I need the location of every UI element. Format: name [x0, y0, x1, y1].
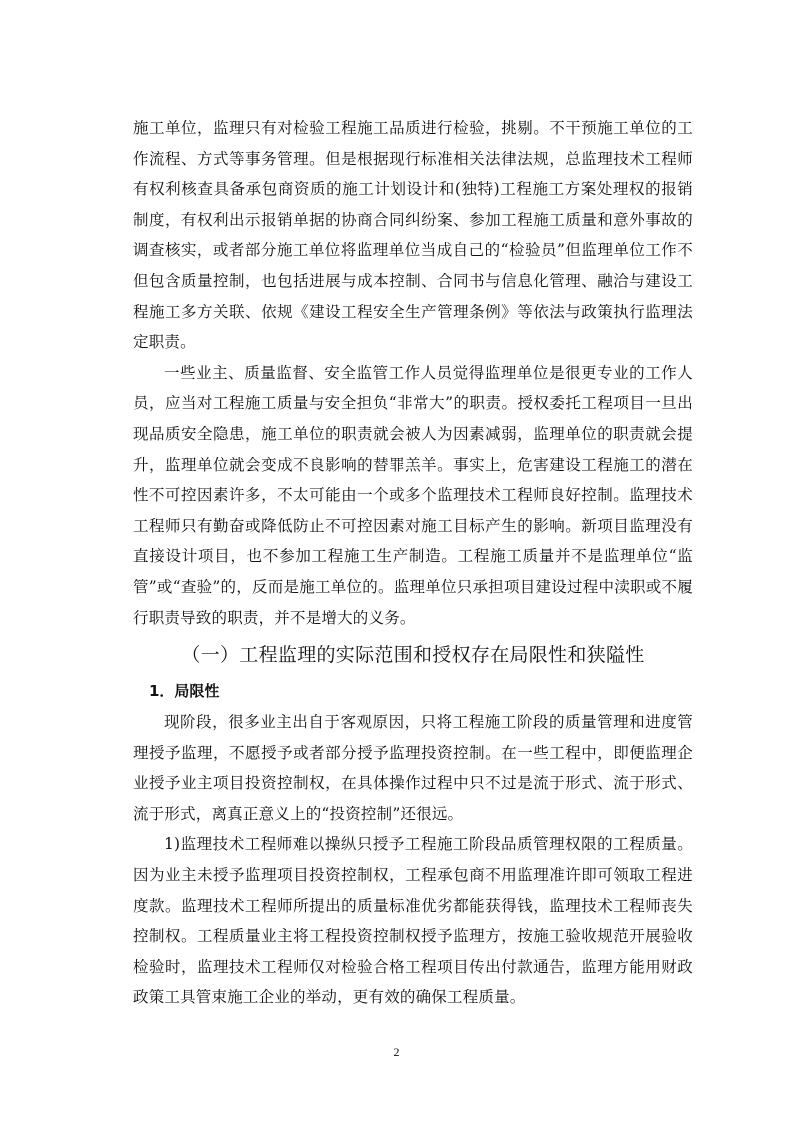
- page-body: [133, 113, 693, 1013]
- section-heading: （一）工程监理的实际范围和授权存在局限性和狭隘性: [181, 644, 645, 667]
- page-number: 2: [393, 1045, 400, 1059]
- paragraph-current-stage: 现阶段，很多业主出自于客观原因，只将工程施工阶段的质量管理和进度管理授予监理，不愿授予或者部分授予监理投资控制。在一些工程中，即便监理企业授予业主项目投资控制权，在具体操作过程中只不过是流于形式、流于形式、流于形式，离真正意义上的“投资控制”还很远。: [133, 713, 693, 823]
- paragraph-quality-control: 1)监理技术工程师难以操纵只授予工程施工阶段品质管理权限的工程质量。因为业主未授予监理项目投资控制权，工程承包商不用监理准许即可领取工程进度款。监理技术工程师所提出的质量标准优劣都能获得钱，监理技术工程师丧失控制权。工程质量业主将工程投资控制权授予监理方，按施工验收规范开展验收检验时，监理技术工程师仅对检验合格工程项目传出付款通告，监理方能用财政政策工具管束施工企业的举动，更有效的确保工程质量。: [133, 835, 693, 1007]
- subheading-limitation: 1．局限性: [149, 682, 220, 701]
- paragraph-continuation: 施工单位，监理只有对检验工程施工品质进行检验，挑剔。不干预施工单位的工作流程、方式等事务管理。但是根据现行标准相关法律法规，总监理技术工程师有权利核查具备承包商资质的施工计划设计和(独特)工程施工方案处理权的报销制度，有权利出示报销单据的协商合同纠纷案、参加工程施工质量和意外事故的调查核实，或者部分施工单位将监理单位当成自己的“检验员”但监理单位工作不但包含质量控制，也包括进展与成本控制、合同书与信息化管理、融洽与建设工程施工多方关联、依规《建设工程安全生产管理条例》等依法与政策执行监理法定职责。: [133, 119, 693, 352]
- paragraph-supervisor-responsibility: 一些业主、质量监督、安全监管工作人员觉得监理单位是很更专业的工作人员，应当对工程施工质量与安全担负“非常大”的职责。授权委托工程项目一旦出现品质安全隐患，施工单位的职责就会被人为因素减弱，监理单位的职责就会提升，监理单位就会变成不良影响的替罪羔羊。事实上，危害建设工程施工的潜在性不可控因素许多，不太可能由一个或多个监理技术工程师良好控制。监理技术工程师只有勤奋或降低防止不可控因素对施工目标产生的影响。新项目监理没有直接设计项目，也不参加工程施工生产制造。工程施工质量并不是监理单位“监管”或“查验”的，反而是施工单位的。监理单位只承担项目建设过程中渎职或不履行职责导致的职责，并不是增大的义务。: [133, 363, 693, 627]
